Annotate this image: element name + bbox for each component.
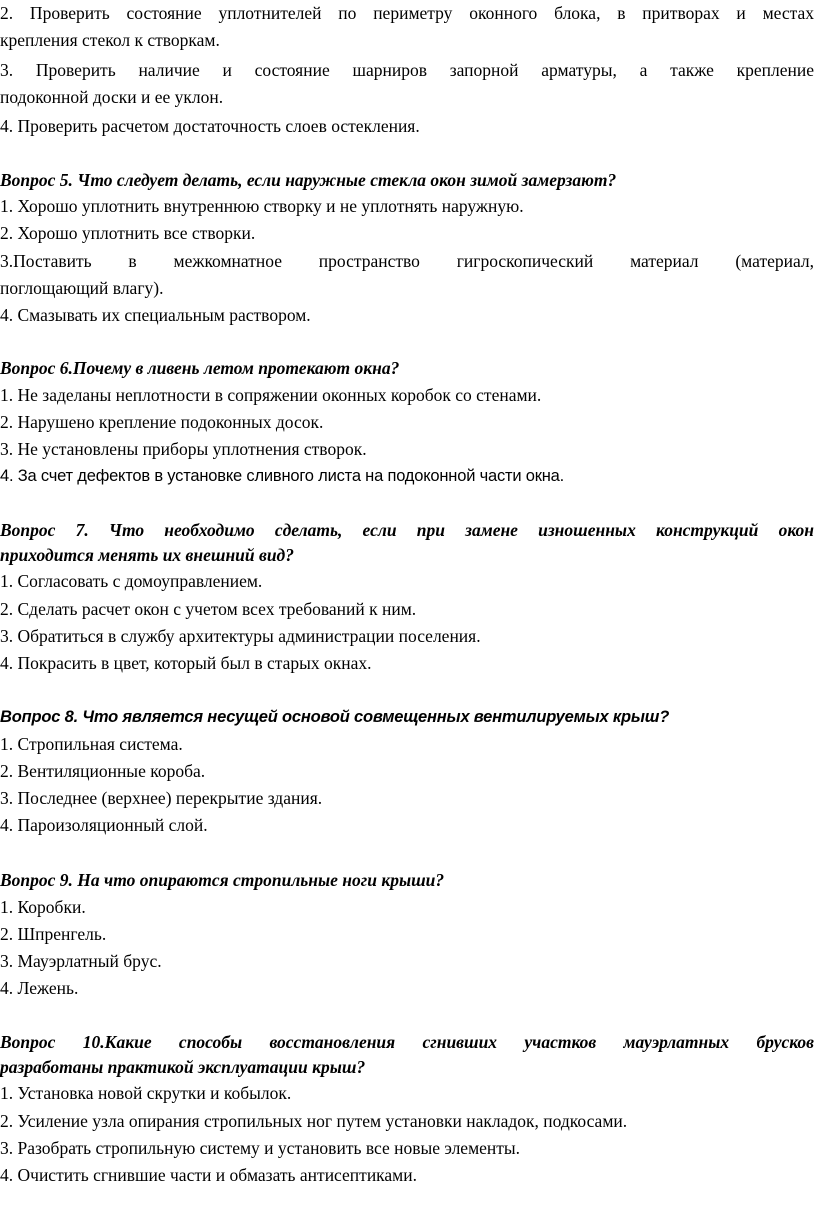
answer-option: 4. За счет дефектов в установке сливного листа на подоконной части окна. xyxy=(0,467,565,485)
question-heading-continuation: приходится менять их внешний вид? xyxy=(0,545,294,565)
answer-option: 1. Установка новой скрутки и кобылок. xyxy=(0,1083,292,1103)
answer-option: 2. Сделать расчет окон с учетом всех требований к ним. xyxy=(0,599,417,619)
text-line: 3. Проверить наличие и состояние шарниров запорной арматуры, а также крепление xyxy=(0,60,814,80)
answer-option: 2. Хорошо уплотнить все створки. xyxy=(0,223,256,243)
answer-option: 1. Коробки. xyxy=(0,897,86,917)
question-heading-continuation: разработаны практикой эксплуатации крыш? xyxy=(0,1057,366,1077)
question-heading: Вопрос 9. На что опираются стропильные ноги крыши? xyxy=(0,870,445,890)
text-line: 4. Проверить расчетом достаточность слоев остекления. xyxy=(0,116,420,136)
text-line: крепления стекол к створкам. xyxy=(0,30,220,50)
answer-option: 3. Мауэрлатный брус. xyxy=(0,951,162,971)
answer-option: 2. Вентиляционные короба. xyxy=(0,761,206,781)
answer-option: 1. Хорошо уплотнить внутреннюю створку и не уплотнять наружную. xyxy=(0,196,524,216)
question-heading: Вопрос 5. Что следует делать, если наружные стекла окон зимой замерзают? xyxy=(0,170,617,190)
answer-option: 3. Не установлены приборы уплотнения створок. xyxy=(0,439,367,459)
answer-option: 2. Нарушено крепление подоконных досок. xyxy=(0,412,324,432)
text-line: подоконной доски и ее уклон. xyxy=(0,87,224,107)
answer-option: 4. Пароизоляционный слой. xyxy=(0,815,208,835)
answer-option: 4. Лежень. xyxy=(0,978,79,998)
answer-option: 1. Не заделаны неплотности в сопряжении оконных коробок со стенами. xyxy=(0,385,542,405)
answer-option-continuation: поглощающий влагу). xyxy=(0,278,164,298)
answer-option: 3. Последнее (верхнее) перекрытие здания. xyxy=(0,788,323,808)
question-heading: Вопрос 10.Какие способы восстановления сгнивших участков мауэрлатных брусков xyxy=(0,1032,814,1052)
question-heading: Вопрос 7. Что необходимо сделать, если при замене изношенных конструкций окон xyxy=(0,520,814,540)
answer-option: 1. Стропильная система. xyxy=(0,734,183,754)
answer-option: 2. Шпренгель. xyxy=(0,924,107,944)
answer-option: 3. Разобрать стропильную систему и установить все новые элементы. xyxy=(0,1138,521,1158)
text-line: 2. Проверить состояние уплотнителей по периметру оконного блока, в притворах и местах xyxy=(0,3,814,23)
answer-option: 4. Покрасить в цвет, который был в старых окнах. xyxy=(0,653,372,673)
answer-option: 4. Очистить сгнившие части и обмазать антисептиками. xyxy=(0,1165,418,1185)
answer-option: 3.Поставить в межкомнатное пространство гигроскопический материал (материал, xyxy=(0,251,814,271)
question-heading: Вопрос 8. Что является несущей основой совмещенных вентилируемых крыш? xyxy=(0,708,670,726)
answer-option: 1. Согласовать с домоуправлением. xyxy=(0,571,263,591)
question-heading: Вопрос 6.Почему в ливень летом протекают окна? xyxy=(0,358,400,378)
answer-option: 3. Обратиться в службу архитектуры администрации поселения. xyxy=(0,626,481,646)
answer-option: 2. Усиление узла опирания стропильных ног путем установки накладок, подкосами. xyxy=(0,1111,628,1131)
answer-option: 4. Смазывать их специальным раствором. xyxy=(0,305,311,325)
